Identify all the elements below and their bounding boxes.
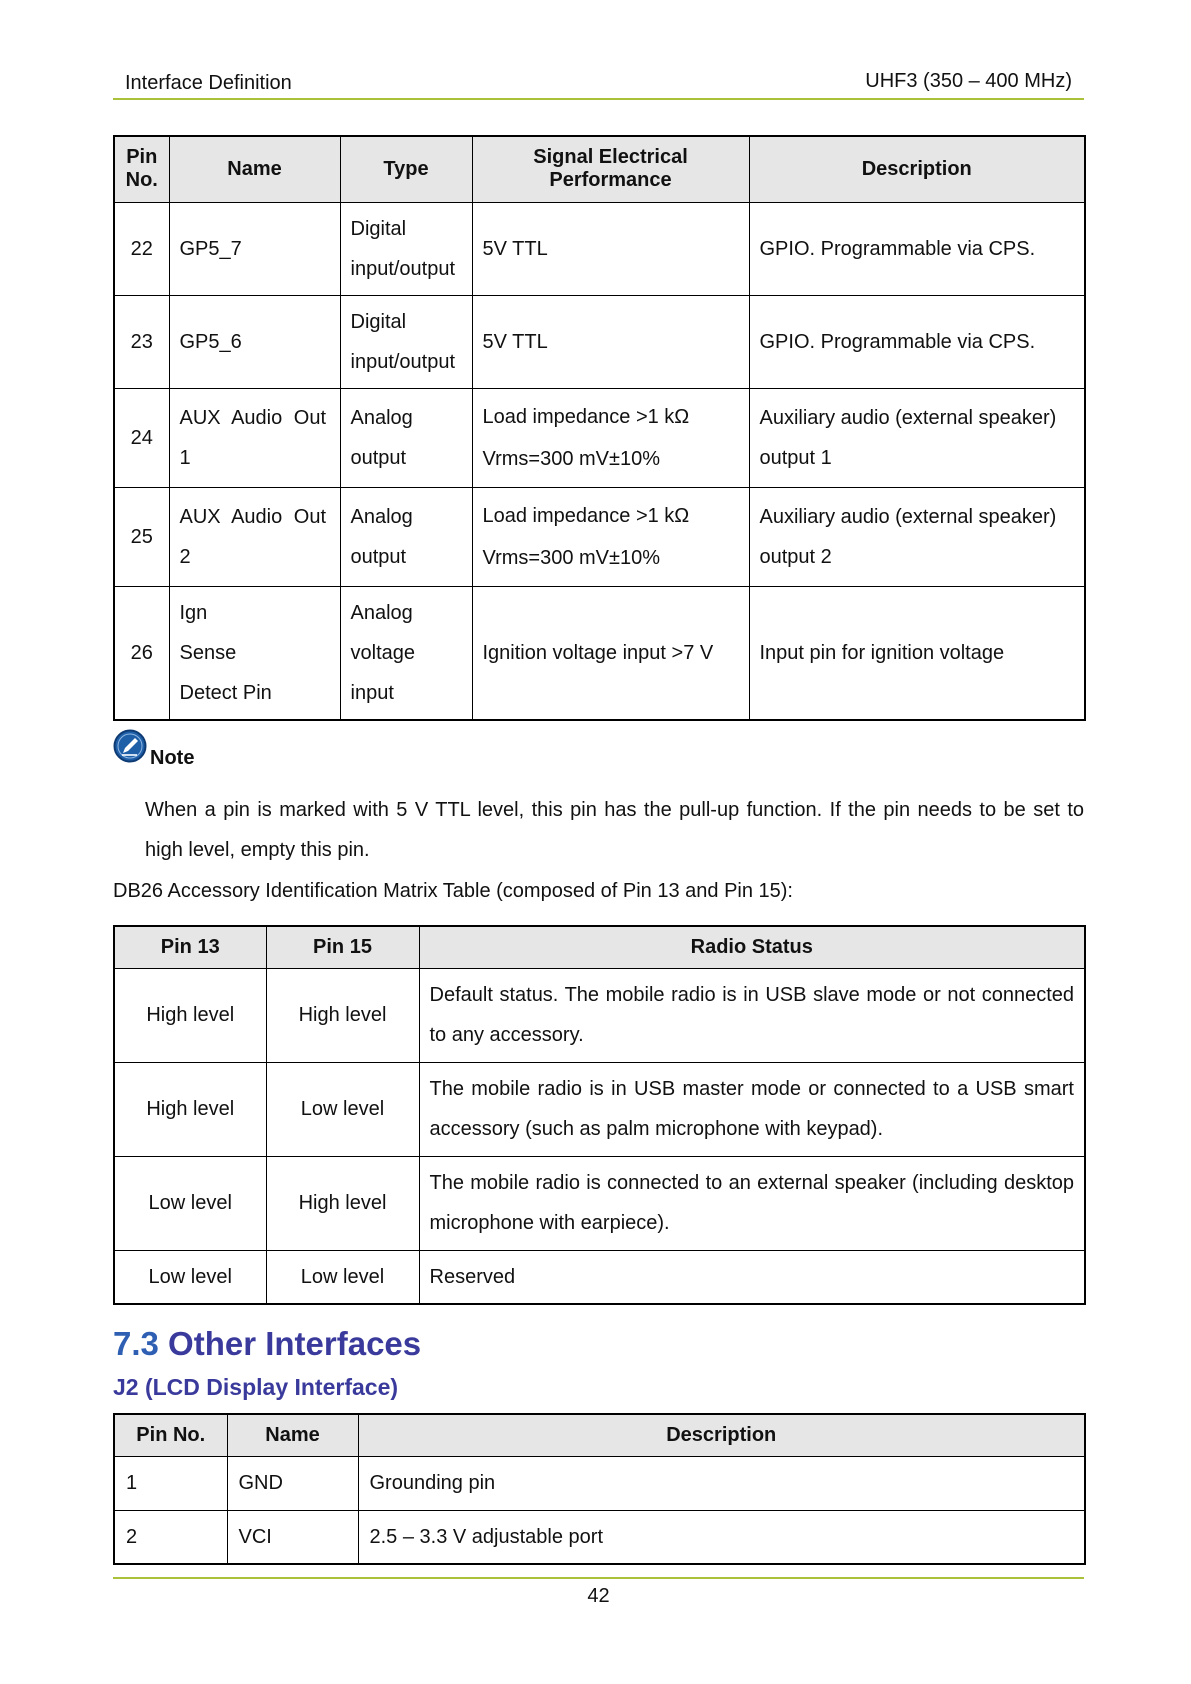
type-cell: Digital input/output bbox=[340, 295, 472, 388]
table-row bbox=[114, 968, 1085, 1062]
col-header-pin-no: Pin No. bbox=[114, 1414, 227, 1456]
description-cell: 2.5 – 3.3 V adjustable port bbox=[358, 1510, 1085, 1564]
pin13-cell: Low level bbox=[114, 1250, 266, 1304]
pin-definition-table bbox=[113, 135, 1086, 721]
table-row bbox=[114, 295, 1085, 388]
name-cell: AUX Audio Out 1 bbox=[169, 388, 340, 487]
col-header-description: Description bbox=[749, 136, 1085, 202]
name-cell: GP5_7 bbox=[169, 202, 340, 295]
name-cell: VCI bbox=[227, 1510, 358, 1564]
name-cell: GP5_6 bbox=[169, 295, 340, 388]
table-header-row bbox=[114, 1414, 1085, 1456]
signal-cell: Load impedance >1 kΩ Vrms=300 mV±10% bbox=[472, 388, 749, 487]
pin13-cell: Low level bbox=[114, 1156, 266, 1250]
signal-cell: Ignition voltage input >7 V bbox=[472, 586, 749, 720]
signal-cell: 5V TTL bbox=[472, 202, 749, 295]
description-cell: GPIO. Programmable via CPS. bbox=[749, 202, 1085, 295]
status-cell: Reserved bbox=[419, 1250, 1085, 1304]
signal-cell: Load impedance >1 kΩ Vrms=300 mV±10% bbox=[472, 487, 749, 586]
type-cell: Analog voltage input bbox=[340, 586, 472, 720]
table-row bbox=[114, 1510, 1085, 1564]
page-number: 42 bbox=[587, 1585, 610, 1607]
status-cell: The mobile radio is in USB master mode or connected to a USB smart accessory (such as palm microphone with keypad). bbox=[419, 1062, 1085, 1156]
pin-cell: 24 bbox=[114, 388, 169, 487]
description-cell: Grounding pin bbox=[358, 1456, 1085, 1510]
header-product-title: UHF3 (350 – 400 MHz) bbox=[865, 70, 1072, 92]
table-row bbox=[114, 1250, 1085, 1304]
table-row bbox=[114, 202, 1085, 295]
note-label: Note bbox=[150, 747, 195, 769]
status-cell: The mobile radio is connected to an external speaker (including desktop microphone with earpiece). bbox=[419, 1156, 1085, 1250]
pin15-cell: High level bbox=[266, 1156, 419, 1250]
pin-cell: 23 bbox=[114, 295, 169, 388]
pin13-cell: High level bbox=[114, 968, 266, 1062]
page-header bbox=[113, 70, 1084, 100]
section-title: Other Interfaces bbox=[168, 1325, 422, 1362]
col-header-description: Description bbox=[358, 1414, 1085, 1456]
table-caption: DB26 Accessory Identification Matrix Table (composed of Pin 13 and Pin 15): bbox=[113, 880, 793, 902]
col-header-pin13: Pin 13 bbox=[114, 926, 266, 968]
type-cell: Digital input/output bbox=[340, 202, 472, 295]
col-header-signal: Signal Electrical Performance bbox=[472, 136, 749, 202]
description-cell: Input pin for ignition voltage bbox=[749, 586, 1085, 720]
table-header-row bbox=[114, 136, 1085, 202]
name-cell: Ign Sense Detect Pin bbox=[169, 586, 340, 720]
table-row bbox=[114, 388, 1085, 487]
page-footer bbox=[113, 1577, 1084, 1609]
section-heading bbox=[113, 1325, 421, 1363]
name-cell: AUX Audio Out 2 bbox=[169, 487, 340, 586]
col-header-name: Name bbox=[169, 136, 340, 202]
pin-cell: 2 bbox=[114, 1510, 227, 1564]
col-header-type: Type bbox=[340, 136, 472, 202]
table-row bbox=[114, 487, 1085, 586]
table-row bbox=[114, 586, 1085, 720]
col-header-pin-no: Pin No. bbox=[114, 136, 169, 202]
description-cell: Auxiliary audio (external speaker) output 1 bbox=[749, 388, 1085, 487]
description-cell: GPIO. Programmable via CPS. bbox=[749, 295, 1085, 388]
table-row bbox=[114, 1062, 1085, 1156]
note-block bbox=[113, 729, 1084, 769]
type-cell: Analog output bbox=[340, 388, 472, 487]
header-section-title: Interface Definition bbox=[125, 72, 292, 94]
pin-cell: 1 bbox=[114, 1456, 227, 1510]
accessory-matrix-table bbox=[113, 925, 1086, 1305]
section-number: 7.3 bbox=[113, 1325, 159, 1362]
table-row bbox=[114, 1456, 1085, 1510]
table-header-row bbox=[114, 926, 1085, 968]
pin-cell: 22 bbox=[114, 202, 169, 295]
signal-cell: 5V TTL bbox=[472, 295, 749, 388]
pin15-cell: Low level bbox=[266, 1250, 419, 1304]
pin13-cell: High level bbox=[114, 1062, 266, 1156]
pin15-cell: Low level bbox=[266, 1062, 419, 1156]
table-row bbox=[114, 1156, 1085, 1250]
lcd-interface-table bbox=[113, 1413, 1086, 1565]
type-cell: Analog output bbox=[340, 487, 472, 586]
pin-cell: 25 bbox=[114, 487, 169, 586]
name-cell: GND bbox=[227, 1456, 358, 1510]
description-cell: Auxiliary audio (external speaker) output 2 bbox=[749, 487, 1085, 586]
col-header-radio-status: Radio Status bbox=[419, 926, 1085, 968]
status-cell: Default status. The mobile radio is in USB slave mode or not connected to any accessory. bbox=[419, 968, 1085, 1062]
col-header-name: Name bbox=[227, 1414, 358, 1456]
note-text: When a pin is marked with 5 V TTL level, this pin has the pull-up function. If the pin needs to be set to high level, empty this pin. bbox=[145, 799, 1084, 861]
pin-cell: 26 bbox=[114, 586, 169, 720]
pencil-note-icon bbox=[113, 729, 147, 763]
subsection-heading: J2 (LCD Display Interface) bbox=[113, 1374, 399, 1400]
col-header-pin15: Pin 15 bbox=[266, 926, 419, 968]
pin15-cell: High level bbox=[266, 968, 419, 1062]
